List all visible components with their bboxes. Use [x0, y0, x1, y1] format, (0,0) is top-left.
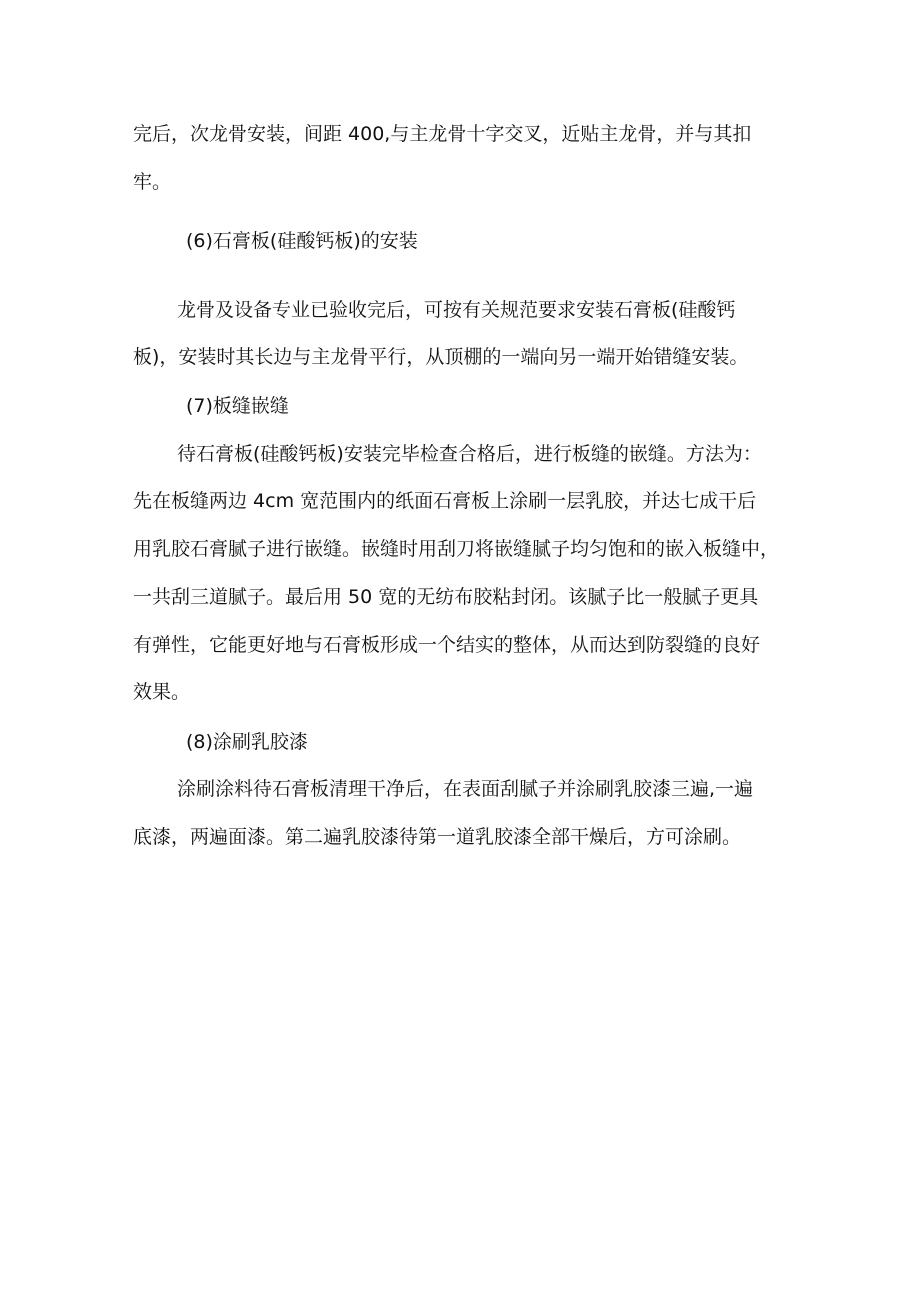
paragraph-3-line-2: 先在板缝两边 4cm 宽范围内的纸面石膏板上涂刷一层乳胶，并达七成干后: [133, 490, 757, 512]
paragraph-4-line-2: 底漆，两遍面漆。第二遍乳胶漆待第一道乳胶漆全部干燥后，方可涂刷。: [133, 826, 742, 848]
paragraph-3-line-5: 有弹性，它能更好地与石膏板形成一个结实的整体，从而达到防裂缝的良好: [133, 634, 761, 656]
paragraph-2-line-1: 龙骨及设备专业已验收完后，可按有关规范要求安装石膏板(硅酸钙: [177, 299, 736, 321]
paragraph-3-line-4: 一共刮三道腻子。最后用 50 宽的无纺布胶粘封闭。该腻子比一般腻子更具: [133, 586, 759, 608]
paragraph-3-line-1: 待石膏板(硅酸钙板)安装完毕检查合格后，进行板缝的嵌缝。方法为：: [177, 443, 762, 465]
section-heading-8: (8)涂刷乳胶漆: [186, 731, 308, 753]
paragraph-1-line-2: 牢。: [133, 171, 172, 193]
section-heading-6: (6)石膏板(硅酸钙板)的安装: [186, 230, 418, 252]
section-heading-7: (7)板缝嵌缝: [186, 395, 289, 417]
paragraph-1-line-1: 完后，次龙骨安装，间距 400,与主龙骨十字交叉，近贴主龙骨，并与其扣: [133, 123, 752, 145]
paragraph-3-line-6: 效果。: [133, 681, 191, 703]
paragraph-4-line-1: 涂刷涂料待石膏板清理干净后，在表面刮腻子并涂刷乳胶漆三遍,一遍: [177, 778, 754, 800]
paragraph-3-line-3: 用乳胶石膏腻子进行嵌缝。嵌缝时用刮刀将嵌缝腻子均匀饱和的嵌入板缝中，: [133, 538, 780, 560]
paragraph-2-line-2: 板)，安装时其长边与主龙骨平行，从顶棚的一端向另一端开始错缝安装。: [133, 346, 749, 368]
